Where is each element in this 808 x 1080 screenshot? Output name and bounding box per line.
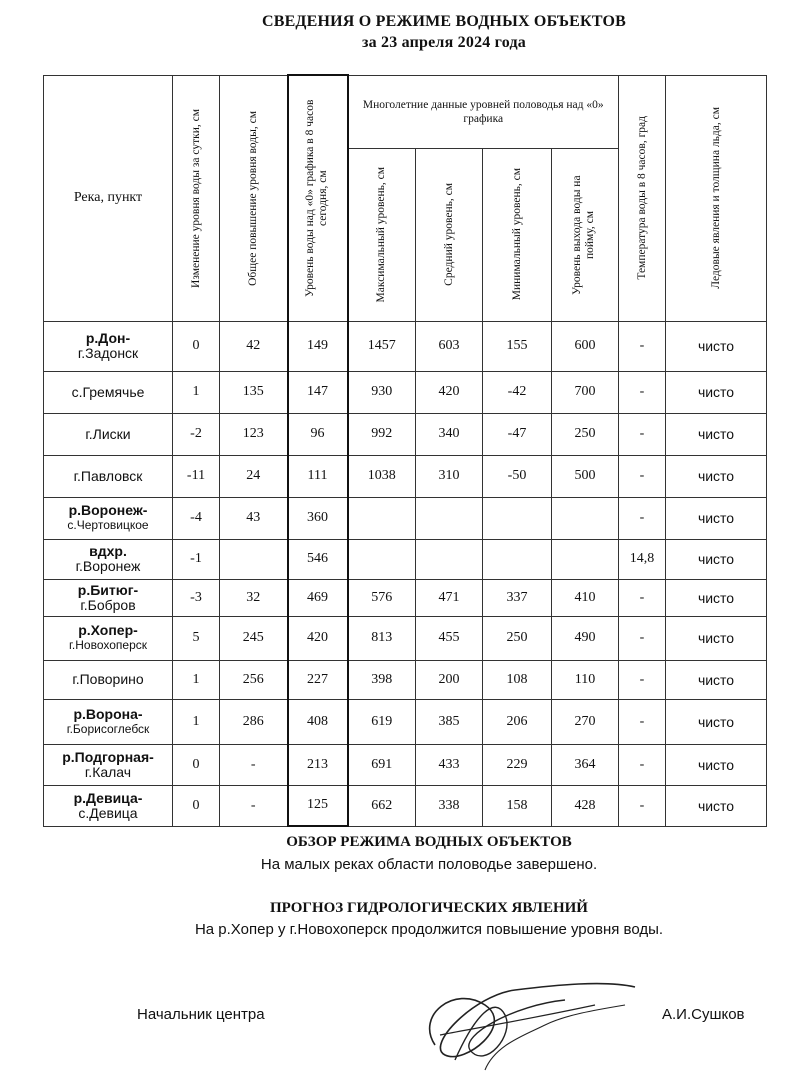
table-row (44, 699, 767, 744)
cell-change: -11 (173, 455, 220, 497)
cell-place (44, 497, 173, 539)
cell-change: 1 (173, 699, 220, 744)
cell-place (44, 660, 173, 699)
cell-min: 158 (483, 785, 552, 826)
header-temp: Температура воды в 8 часов, град (619, 75, 666, 321)
cell-change: 1 (173, 660, 220, 699)
table-row (44, 455, 767, 497)
cell-avg: 603 (416, 321, 483, 371)
header-longterm-group: Многолетние данные уровней половодья над «0» графика (348, 75, 619, 148)
cell-change: -3 (173, 579, 220, 616)
review-title: ОБЗОР РЕЖИМА ВОДНЫХ ОБЪЕКТОВ (286, 834, 572, 850)
cell-level: 546 (288, 539, 348, 579)
river-name: р.Подгорная- (62, 748, 154, 765)
cell-place (44, 539, 173, 579)
cell-level: 227 (288, 660, 348, 699)
cell-temp: - (619, 413, 666, 455)
cell-temp: - (619, 371, 666, 413)
cell-level: 360 (288, 497, 348, 539)
table-row (44, 744, 767, 785)
cell-total: - (220, 785, 288, 826)
cell-level: 213 (288, 744, 348, 785)
cell-place (44, 616, 173, 660)
cell-avg: 471 (416, 579, 483, 616)
cell-ice: чисто (666, 497, 767, 539)
cell-min: 155 (483, 321, 552, 371)
cell-flood: 428 (552, 785, 619, 826)
cell-max: 662 (348, 785, 416, 826)
river-name: р.Битюг- (77, 581, 139, 598)
cell-ice: чисто (666, 660, 767, 699)
table-row (44, 497, 767, 539)
cell-ice: чисто (666, 455, 767, 497)
cell-temp: - (619, 744, 666, 785)
cell-ice: чисто (666, 785, 767, 826)
cell-place (44, 455, 173, 497)
cell-min: 250 (483, 616, 552, 660)
cell-flood: 250 (552, 413, 619, 455)
station-name: с.Девица (78, 804, 138, 821)
cell-change: 0 (173, 321, 220, 371)
river-name: р.Дон- (85, 330, 131, 346)
header-min: Минимальный уровень, см (483, 148, 552, 321)
cell-max (348, 539, 416, 579)
cell-change: -1 (173, 539, 220, 579)
forecast-title: ПРОГНОЗ ГИДРОЛОГИЧЕСКИХ ЯВЛЕНИЙ (270, 900, 588, 916)
cell-temp: - (619, 579, 666, 616)
cell-change: 0 (173, 785, 220, 826)
header-level: Уровень воды над «0» графика в 8 часов сегодня, см (288, 75, 348, 321)
cell-avg (416, 539, 483, 579)
cell-max: 398 (348, 660, 416, 699)
document-title: СВЕДЕНИЯ О РЕЖИМЕ ВОДНЫХ ОБЪЕКТОВ (261, 13, 627, 30)
cell-total: 42 (220, 321, 288, 371)
cell-total: 32 (220, 579, 288, 616)
table-row (44, 579, 767, 616)
header-ice: Ледовые явления и толщина льда, см (666, 75, 767, 321)
cell-avg: 200 (416, 660, 483, 699)
table-row (44, 371, 767, 413)
cell-level: 111 (288, 455, 348, 497)
cell-flood: 700 (552, 371, 619, 413)
cell-change: 1 (173, 371, 220, 413)
header-place: Река, пункт (44, 75, 173, 321)
cell-level: 125 (288, 785, 348, 826)
signatory-role: Начальник центра (137, 1006, 265, 1023)
cell-place (44, 321, 173, 371)
station-name: с.Чертовицкое (67, 518, 149, 532)
cell-total: 245 (220, 616, 288, 660)
cell-ice: чисто (666, 413, 767, 455)
station-name: г.Новохоперск (69, 638, 147, 652)
cell-ice: чисто (666, 579, 767, 616)
cell-total: 135 (220, 371, 288, 413)
station-name: г.Павловск (73, 467, 143, 484)
cell-avg: 338 (416, 785, 483, 826)
cell-total: 286 (220, 699, 288, 744)
cell-temp: - (619, 455, 666, 497)
river-name: р.Хопер- (78, 622, 138, 638)
cell-level: 149 (288, 321, 348, 371)
cell-flood: 410 (552, 579, 619, 616)
forecast-text: На р.Хопер у г.Новохоперск продолжится повышение уровня воды. (194, 921, 664, 938)
handwritten-signature (395, 975, 645, 1075)
cell-temp: 14,8 (619, 539, 666, 579)
review-text: На малых реках области половодье завершено. (260, 856, 598, 873)
cell-min: 229 (483, 744, 552, 785)
cell-ice: чисто (666, 616, 767, 660)
header-total-rise: Общее повышение уровня воды, см (220, 75, 288, 321)
cell-max: 813 (348, 616, 416, 660)
cell-avg: 455 (416, 616, 483, 660)
cell-ice: чисто (666, 539, 767, 579)
cell-avg: 433 (416, 744, 483, 785)
cell-avg: 340 (416, 413, 483, 455)
cell-min (483, 539, 552, 579)
river-name: р.Воронеж- (68, 502, 148, 518)
cell-flood: 500 (552, 455, 619, 497)
cell-max: 1457 (348, 321, 416, 371)
table-row (44, 413, 767, 455)
cell-place (44, 785, 173, 826)
cell-flood: 110 (552, 660, 619, 699)
cell-change: -4 (173, 497, 220, 539)
cell-level: 147 (288, 371, 348, 413)
cell-min: 206 (483, 699, 552, 744)
signatory-name: А.И.Сушков (662, 1006, 745, 1023)
cell-total: 43 (220, 497, 288, 539)
table-row (44, 539, 767, 579)
cell-temp: - (619, 497, 666, 539)
cell-change: 5 (173, 616, 220, 660)
cell-temp: - (619, 785, 666, 826)
cell-ice: чисто (666, 371, 767, 413)
cell-total: 123 (220, 413, 288, 455)
cell-level: 420 (288, 616, 348, 660)
cell-flood: 364 (552, 744, 619, 785)
cell-place (44, 371, 173, 413)
cell-ice: чисто (666, 699, 767, 744)
cell-avg (416, 497, 483, 539)
station-name: г.Борисоглебск (66, 721, 150, 736)
cell-place (44, 579, 173, 616)
cell-max: 1038 (348, 455, 416, 497)
river-name: вдхр. (89, 543, 127, 559)
cell-max: 930 (348, 371, 416, 413)
cell-total (220, 539, 288, 579)
cell-change: 0 (173, 744, 220, 785)
cell-level: 469 (288, 579, 348, 616)
station-name: г.Поворино (72, 671, 144, 687)
cell-flood: 490 (552, 616, 619, 660)
cell-min: -42 (483, 371, 552, 413)
cell-max (348, 497, 416, 539)
cell-max: 619 (348, 699, 416, 744)
station-name: с.Гремячье (71, 383, 145, 400)
cell-flood: 600 (552, 321, 619, 371)
cell-level: 408 (288, 699, 348, 744)
station-name: г.Воронеж (75, 558, 141, 574)
cell-temp: - (619, 321, 666, 371)
cell-avg: 420 (416, 371, 483, 413)
table-row (44, 321, 767, 371)
table-row (44, 616, 767, 660)
cell-avg: 385 (416, 699, 483, 744)
table-row (44, 785, 767, 826)
river-name: р.Ворона- (73, 705, 143, 722)
cell-flood (552, 497, 619, 539)
cell-ice: чисто (666, 744, 767, 785)
cell-min: 108 (483, 660, 552, 699)
cell-total: - (220, 744, 288, 785)
station-name: г.Задонск (77, 345, 139, 361)
cell-change: -2 (173, 413, 220, 455)
river-name: р.Девица- (73, 789, 143, 806)
cell-min: 337 (483, 579, 552, 616)
cell-min: -50 (483, 455, 552, 497)
cell-place (44, 744, 173, 785)
header-max: Максимальный уровень, см (348, 148, 416, 321)
station-name: г.Лиски (85, 425, 131, 442)
cell-avg: 310 (416, 455, 483, 497)
cell-level: 96 (288, 413, 348, 455)
cell-max: 992 (348, 413, 416, 455)
cell-flood: 270 (552, 699, 619, 744)
station-name: г.Калач (84, 763, 132, 780)
table-row (44, 660, 767, 699)
cell-total: 256 (220, 660, 288, 699)
cell-temp: - (619, 699, 666, 744)
cell-total: 24 (220, 455, 288, 497)
cell-temp: - (619, 660, 666, 699)
cell-place (44, 413, 173, 455)
cell-min (483, 497, 552, 539)
header-avg: Средний уровень, см (416, 148, 483, 321)
cell-place (44, 699, 173, 744)
cell-min: -47 (483, 413, 552, 455)
cell-max: 691 (348, 744, 416, 785)
cell-max: 576 (348, 579, 416, 616)
header-change: Изменение уровня воды за сутки, см (173, 75, 220, 321)
cell-flood (552, 539, 619, 579)
header-flood: Уровень выхода воды на пойму, см (552, 148, 619, 321)
cell-temp: - (619, 616, 666, 660)
document-subtitle: за 23 апреля 2024 года (362, 34, 526, 51)
station-name: г.Бобров (80, 596, 136, 613)
water-objects-table (43, 74, 767, 827)
cell-ice: чисто (666, 321, 767, 371)
